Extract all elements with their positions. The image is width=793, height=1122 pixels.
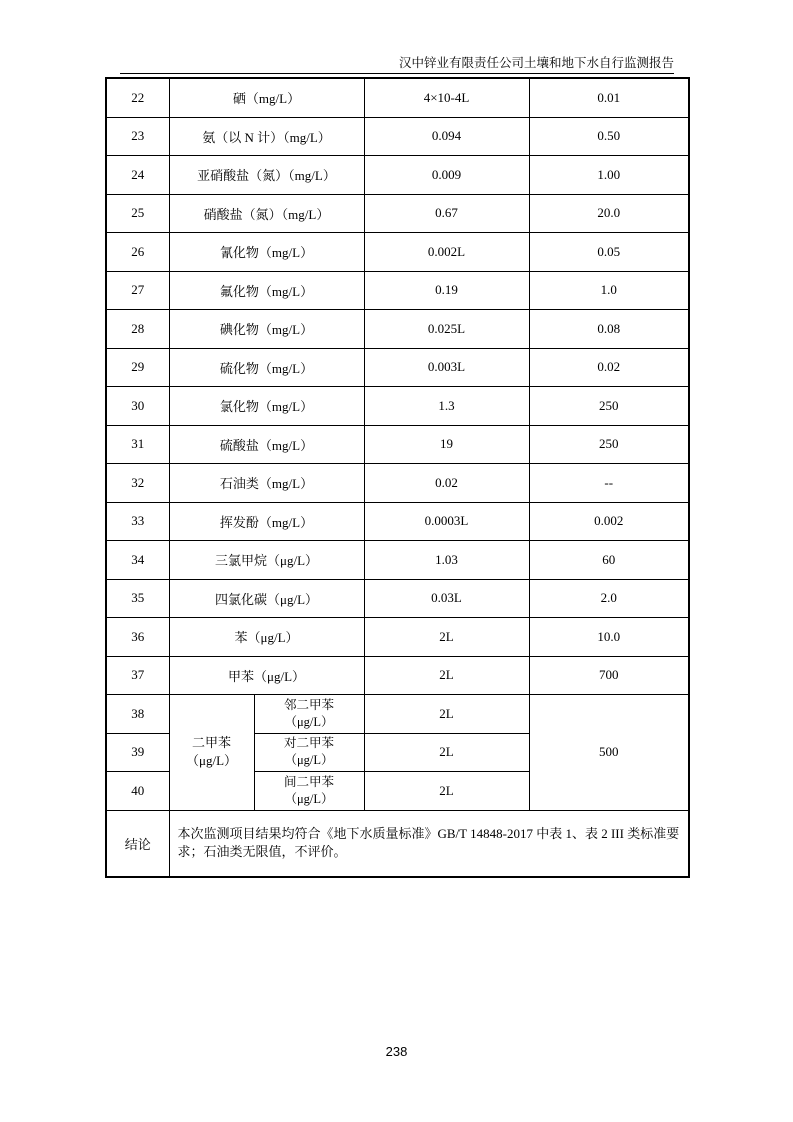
item-name: 氰化物（mg/L） bbox=[169, 233, 364, 272]
item-name: 挥发酚（mg/L） bbox=[169, 502, 364, 541]
row-number: 28 bbox=[106, 310, 169, 349]
row-number: 34 bbox=[106, 541, 169, 580]
item-name: 四氯化碳（μg/L） bbox=[169, 579, 364, 618]
result-value: 0.03L bbox=[364, 579, 529, 618]
table-row bbox=[106, 271, 689, 310]
result-value: 2L bbox=[364, 733, 529, 772]
limit-value: 1.0 bbox=[529, 271, 689, 310]
xylene-sub-name: 邻二甲苯 bbox=[284, 697, 335, 712]
xylene-group-name: 二甲苯 bbox=[191, 735, 231, 751]
table-row bbox=[106, 618, 689, 657]
limit-value: 700 bbox=[529, 656, 689, 695]
report-header-title: 汉中锌业有限责任公司土壤和地下水自行监测报告 bbox=[398, 55, 674, 70]
row-number: 40 bbox=[106, 772, 169, 811]
result-value: 0.025L bbox=[364, 310, 529, 349]
header-rule bbox=[120, 73, 674, 74]
conclusion-text: 本次监测项目结果均符合《地下水质量标准》GB/T 14848-2017 中表 1、表 2 III 类标准要求；石油类无限值，不评价。 bbox=[169, 810, 689, 877]
limit-value: 0.05 bbox=[529, 233, 689, 272]
result-value: 1.03 bbox=[364, 541, 529, 580]
table-row bbox=[106, 194, 689, 233]
limit-value: 10.0 bbox=[529, 618, 689, 657]
result-value: 0.0003L bbox=[364, 502, 529, 541]
item-name: 石油类（mg/L） bbox=[169, 464, 364, 503]
conclusion-label: 结论 bbox=[106, 810, 169, 877]
limit-value: 250 bbox=[529, 387, 689, 426]
xylene-group-cell bbox=[169, 695, 254, 811]
result-value: 4×10-4L bbox=[364, 78, 529, 117]
table-row bbox=[106, 502, 689, 541]
row-number: 29 bbox=[106, 348, 169, 387]
xylene-sub-item bbox=[254, 733, 364, 772]
result-value: 2L bbox=[364, 618, 529, 657]
table-row bbox=[106, 78, 689, 117]
table-row bbox=[106, 233, 689, 272]
item-name: 三氯甲烷（μg/L） bbox=[169, 541, 364, 580]
table-row bbox=[106, 117, 689, 156]
xylene-sub-item bbox=[254, 772, 364, 811]
page-number: 238 bbox=[385, 1044, 408, 1059]
limit-value: 0.002 bbox=[529, 502, 689, 541]
row-number: 39 bbox=[106, 733, 169, 772]
row-number: 22 bbox=[106, 78, 169, 117]
row-number: 37 bbox=[106, 656, 169, 695]
item-name: 氨（以 N 计）（mg/L） bbox=[169, 117, 364, 156]
limit-value: 0.02 bbox=[529, 348, 689, 387]
row-number: 33 bbox=[106, 502, 169, 541]
result-value: 1.3 bbox=[364, 387, 529, 426]
limit-value: 60 bbox=[529, 541, 689, 580]
result-value: 0.02 bbox=[364, 464, 529, 503]
result-value: 0.094 bbox=[364, 117, 529, 156]
table-row bbox=[106, 348, 689, 387]
row-number: 32 bbox=[106, 464, 169, 503]
result-value: 2L bbox=[364, 772, 529, 811]
limit-value: 0.50 bbox=[529, 117, 689, 156]
table-row bbox=[106, 310, 689, 349]
row-number: 27 bbox=[106, 271, 169, 310]
limit-value: 0.01 bbox=[529, 78, 689, 117]
limit-value: -- bbox=[529, 464, 689, 503]
table-row bbox=[106, 656, 689, 695]
xylene-sub-name: 对二甲苯 bbox=[284, 736, 335, 751]
result-value: 2L bbox=[364, 695, 529, 734]
row-number: 31 bbox=[106, 425, 169, 464]
item-name: 苯（μg/L） bbox=[169, 618, 364, 657]
xylene-limit-value: 500 bbox=[529, 695, 689, 811]
result-value: 0.002L bbox=[364, 233, 529, 272]
result-value: 0.67 bbox=[364, 194, 529, 233]
item-name: 硫化物（mg/L） bbox=[169, 348, 364, 387]
item-name: 甲苯（μg/L） bbox=[169, 656, 364, 695]
item-name: 硝酸盐（氮）（mg/L） bbox=[169, 194, 364, 233]
row-number: 36 bbox=[106, 618, 169, 657]
table-row bbox=[106, 387, 689, 426]
limit-value: 20.0 bbox=[529, 194, 689, 233]
result-value: 0.009 bbox=[364, 156, 529, 195]
row-number: 35 bbox=[106, 579, 169, 618]
item-name: 亚硝酸盐（氮）（mg/L） bbox=[169, 156, 364, 195]
monitoring-results-table bbox=[105, 77, 690, 878]
limit-value: 0.08 bbox=[529, 310, 689, 349]
result-value: 19 bbox=[364, 425, 529, 464]
table-row bbox=[106, 156, 689, 195]
item-name: 碘化物（mg/L） bbox=[169, 310, 364, 349]
item-name: 硫酸盐（mg/L） bbox=[169, 425, 364, 464]
xylene-row-38 bbox=[106, 695, 689, 734]
xylene-sub-unit: （μg/L） bbox=[284, 714, 334, 729]
row-number: 23 bbox=[106, 117, 169, 156]
result-value: 2L bbox=[364, 656, 529, 695]
table-row bbox=[106, 425, 689, 464]
conclusion-row bbox=[106, 810, 689, 877]
xylene-sub-unit: （μg/L） bbox=[284, 791, 334, 806]
result-value: 0.003L bbox=[364, 348, 529, 387]
table-row bbox=[106, 464, 689, 503]
xylene-group-unit: （μg/L） bbox=[185, 753, 238, 769]
row-number: 26 bbox=[106, 233, 169, 272]
row-number: 25 bbox=[106, 194, 169, 233]
row-number: 38 bbox=[106, 695, 169, 734]
result-value: 0.19 bbox=[364, 271, 529, 310]
limit-value: 2.0 bbox=[529, 579, 689, 618]
item-name: 氯化物（mg/L） bbox=[169, 387, 364, 426]
table-row bbox=[106, 579, 689, 618]
item-name: 硒（mg/L） bbox=[169, 78, 364, 117]
limit-value: 1.00 bbox=[529, 156, 689, 195]
row-number: 30 bbox=[106, 387, 169, 426]
xylene-sub-name: 间二甲苯 bbox=[284, 774, 335, 789]
xylene-sub-unit: （μg/L） bbox=[284, 753, 334, 768]
table-row bbox=[106, 541, 689, 580]
item-name: 氟化物（mg/L） bbox=[169, 271, 364, 310]
limit-value: 250 bbox=[529, 425, 689, 464]
xylene-sub-item bbox=[254, 695, 364, 734]
row-number: 24 bbox=[106, 156, 169, 195]
